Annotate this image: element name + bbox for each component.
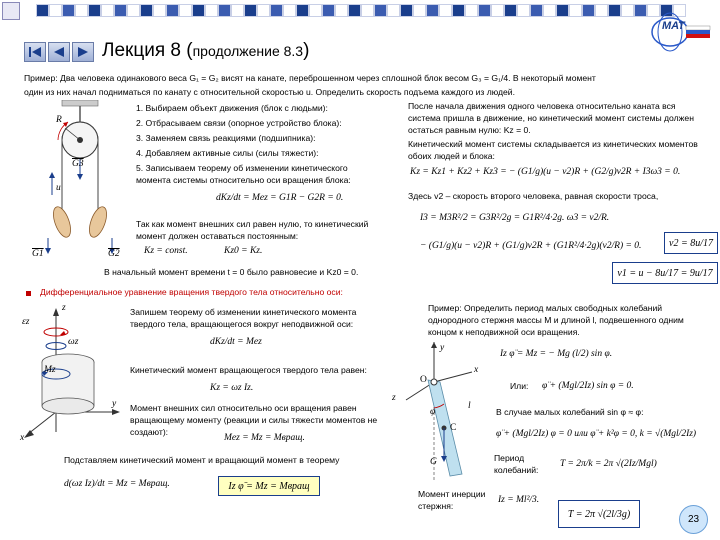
period-label: Период колебаний: [494,453,539,475]
checker-cell [205,4,218,17]
title-sub: продолжение 8.3 [192,43,304,59]
checker-cell [231,4,244,17]
label-G2: G2 [108,249,120,259]
step-4: 4. Добавляем активные силы (силы тяжести): [136,148,319,158]
checker-cell [153,4,166,17]
checker-cell [348,4,361,17]
label-omega: ωz [68,337,79,347]
example2-eq3: φ̈ + (Mgl/2Iz) φ = 0 или φ̈ + k²φ = 0, k = √(Mgl/2Iz) [496,429,697,439]
section2-p3: Момент внешних сил относительно оси вращения равен вращающему моменту (реакции и силы тяжести моментов не создают): [130,403,378,437]
label-Mz: Mz [44,365,56,375]
checker-cell [504,4,517,17]
or-label: Или: [510,381,529,391]
institute-logo [640,12,714,52]
checker-cell [166,4,179,17]
checker-cell [335,4,348,17]
label-G1: G1 [32,249,44,259]
top-decorative-bar [0,0,720,22]
checker-cell [283,4,296,17]
label-x: x [20,433,25,443]
pulley-diagram [28,100,132,275]
checker-cell [218,4,231,17]
example2-intro: Пример: Определить период малых свободных колебаний однородного стержня массы M и длиной l, подвешенного одним концом к неподвижной оси вращения. [428,303,684,337]
checker-cell [88,4,101,17]
prev-icon [52,46,66,58]
eq-inertia2: Iz = Ml²/3. [498,495,540,505]
checker-cell [556,4,569,17]
next-icon [76,46,90,58]
checker-cell [361,4,374,17]
checker-cell [75,4,88,17]
checker-cell [244,4,257,17]
eq-theorem: dKz/dt = Mez = G1R − G2R = 0. [216,193,344,203]
checker-cell [569,4,582,17]
checker-cell [270,4,283,17]
right-p2: Кинетический момент системы складывается из кинетических моментов обоих людей и блока: [408,139,698,161]
section2-p4: Подставляем кинетический момент и вращающий момент в теорему [64,455,340,465]
label-u: u [56,183,61,193]
checker-cell [439,4,452,17]
eq-v2-box: v2 = 8u/17 [664,232,718,254]
example1-intro-line1: Пример: Два человека одинакового веса G₁ = G₂ висят на канате, переброшенном через сплошной блок весом G₃ = G₁/4. В некоторый момент [24,73,596,83]
nav-next-button[interactable] [72,42,94,62]
example1-steps [136,102,376,186]
checker-cell [387,4,400,17]
eq-const1: Kz = const. [144,246,188,256]
checker-cell [452,4,465,17]
checker-cell [582,4,595,17]
logo-text: МАТ [662,20,685,32]
page-title [102,40,309,62]
section2-heading: Дифференциальное уравнение вращения твердого тела относительно оси: [40,287,343,297]
page-number: 23 [679,505,708,534]
label-y2: y [440,343,445,353]
checker-cell [257,4,270,17]
first-icon [28,46,42,58]
label-z: z [62,303,66,313]
example2-eq1: Iz φ̈ = Mz = − Mg (l/2) sin φ. [500,349,613,359]
eq-sum: Kz = Kz1 + Kz2 + Kz3 = − (G1/g)(u − v2)R + (G2/g)v2R + I3ω3 = 0. [410,167,681,177]
checker-cell [309,4,322,17]
checker-cell [543,4,556,17]
checker-cell [426,4,439,17]
title-close: ) [303,40,310,61]
eq-period: T = 2π/k = 2π √(2Iz/Mgl) [560,459,657,469]
eq-v1-box: v1 = u − 8u/17 = 9u/17 [612,262,718,284]
checker-cell [62,4,75,17]
section2-eq2: Kz = ωz Iz. [210,383,254,393]
label-y: y [112,399,117,409]
section2-eq1: dKz/dt = Mez [210,337,262,347]
const-text: Так как момент внешних сил равен нулю, то кинетический момент должен оставаться постоянным: [136,219,369,241]
label-l: l [468,401,471,411]
checker-cell [140,4,153,17]
label-R: R [56,115,62,125]
eq-const2: Kz0 = Kz. [224,246,263,256]
example1-intro [24,72,704,98]
example2-eq2: φ̈ + (Mgl/2Iz) sin φ = 0. [542,381,634,391]
example1-intro-line2: один из них начал подниматься по канату с относительной скоростью u. Определить скорость подъема каждого из людей. [24,87,515,97]
step-5: 5. Записываем теорему об изменении кинетического момента системы относительно оси вращения блока: [136,163,351,185]
eq-subst: − (G1/g)(u − v2)R + (G1/g)v2R + (G1R²/4·2g)(v2/R) = 0. [420,241,642,251]
checker-cell [400,4,413,17]
label-G3: G3 [72,159,84,169]
step-2: 2. Отбрасываем связи (опорное устройство блока): [136,118,342,128]
label-x2: x [474,365,479,375]
step-3: 3. Заменяем связь реакциями (подшипника): [136,133,316,143]
section2-eq4: d(ωz Iz)/dt = Mz = Mвращ. [64,479,170,489]
label-eps: εz [22,317,30,327]
section2-p1: Запишем теорему об изменении кинетического момента твердого тела, вращающегося вокруг неподвижной оси: [130,307,357,329]
here-text: Здесь v2 – скорость второго человека, равная скорости троса, [408,191,659,201]
checker-cell [296,4,309,17]
checker-cell [491,4,504,17]
checker-cell [595,4,608,17]
label-G: G [430,457,437,467]
checker-cell [621,4,634,17]
label-phi: φ [430,407,436,417]
checker-cell [49,4,62,17]
checker-cell [192,4,205,17]
label-C: C [450,423,457,433]
title-main: Лекция 8 ( [102,40,193,61]
checker-cell [413,4,426,17]
initial-text: В начальный момент времени t = 0 было равновесие и Kz0 = 0. [104,267,359,277]
example2-small-text: В случае малых колебаний sin φ ≈ φ: [496,407,644,417]
label-z2: z [392,393,396,403]
checker-cell [517,4,530,17]
section2-bullet [26,291,31,296]
checkered-pattern [36,4,686,17]
pendulum-diagram [392,342,492,482]
checker-cell [465,4,478,17]
section2-eq3: Mez = Mz = Mвращ. [224,433,305,443]
nav-prev-button[interactable] [48,42,70,62]
rigid-body-diagram [20,302,128,450]
section2-eq5-box: Iz φ̈ = Mz = Mвращ [218,476,320,496]
nav-first-button[interactable] [24,42,46,62]
checker-cell [179,4,192,17]
label-O: O [420,375,427,385]
checker-cell [127,4,140,17]
checker-cell [322,4,335,17]
eq-final-box: T = 2π √(2l/3g) [558,500,640,528]
checker-cell [530,4,543,17]
eq-inertia: I3 = M3R²/2 = G3R²/2g = G1R²/4·2g. ω3 = v2/R. [420,213,610,223]
section2-p2: Кинетический момент вращающегося твердого тела равен: [130,365,367,375]
checker-cell [36,4,49,17]
checker-cell [101,4,114,17]
inertia-label: Момент инерции стержня: [418,489,486,511]
checker-cell [478,4,491,17]
right-p1: После начала движения одного человека относительно каната вся система пришла в движение, но кинетический момент системы должен остаться равным нулю: Kz = 0. [408,101,694,135]
corner-square-left [2,2,20,20]
checker-cell [608,4,621,17]
step-1: 1. Выбираем объект движения (блок с людьми): [136,103,328,113]
checker-cell [114,4,127,17]
checker-cell [374,4,387,17]
